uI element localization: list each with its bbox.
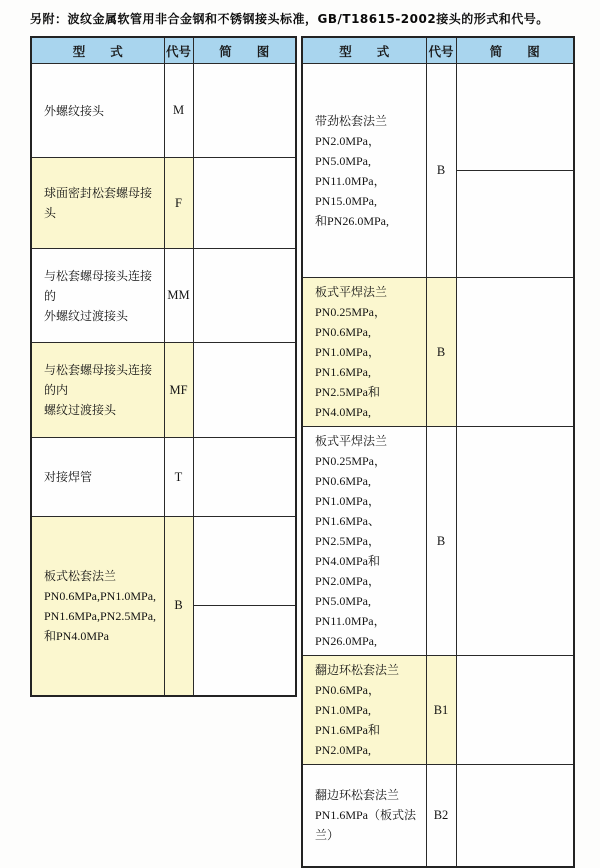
fitting-type-cell [31,64,164,158]
table-row [302,278,574,427]
fitting-type-line: 与松套螺母接头连接的内 [44,363,153,397]
fitting-diagram-cell [193,64,296,158]
table-row [302,765,574,867]
fitting-type-line: PN0.6MPa，PN1.0MPa, [315,683,381,717]
table-header-row [302,37,574,64]
diagram-subcell [194,605,296,606]
column-header-type: 型 式 [302,37,426,64]
fitting-type-cell [31,343,164,438]
fitting-type-line: PN2.0MPa，PN5.0MPa, [315,574,381,608]
fitting-type-line: 外螺纹接头 [44,103,105,118]
table-row [31,517,296,696]
fitting-code-cell: MF [164,343,193,438]
column-header-diagram: 简 图 [456,37,574,64]
fitting-type-line: PN1.0MPa，PN1.6MPa、 [315,494,381,528]
table-row [31,343,296,438]
fitting-code-cell: B2 [426,765,456,867]
fitting-type-cell [302,765,426,867]
fitting-diagram-cell [456,64,574,278]
fitting-code-cell: F [164,158,193,249]
table-row [31,158,296,249]
fitting-type-line: 翻边环松套法兰 [315,663,400,677]
fitting-diagram-cell [456,656,574,765]
fitting-code-cell: T [164,438,193,517]
fitting-diagram-cell [456,427,574,656]
page-title: 另附：波纹金属软管用非合金钢和不锈钢接头标准，GB/T18615-2002接头的形式和代号。 [30,12,549,26]
column-header-type: 型 式 [31,37,164,64]
fitting-code-cell: B [426,64,456,278]
fitting-code-cell: MM [164,249,193,343]
fitting-code-cell: B [426,278,456,427]
fitting-type-cell [302,278,426,427]
fitting-type-line: 板式平焊法兰 [315,434,388,448]
fitting-type-line: PN1.6MPa,PN2.5MPa, [44,608,157,623]
fitting-type-line: 与松套螺母接头连接的 [44,268,153,303]
fitting-diagram-cell [193,158,296,249]
fitting-code-cell: B [426,427,456,656]
fitting-type-cell [302,427,426,656]
fitting-diagram-cell [193,249,296,343]
diagram-subcell [457,170,574,171]
table-row [302,427,574,656]
table-row [31,249,296,343]
fitting-type-line: 翻边环松套法兰 [315,788,400,803]
fitting-type-line: PN2.0MPa，PN5.0MPa, [315,133,381,168]
fitting-code-cell: M [164,64,193,158]
fitting-type-line: PN0.25MPa，PN0.6MPa, [315,454,387,488]
fitting-table-left [30,36,297,697]
table-row [302,656,574,765]
fitting-type-line: PN2.5MPa和PN4.0MPa, [315,385,381,419]
fitting-type-line: PN1.6MPa（板式法兰） [315,808,417,843]
fitting-type-cell [31,517,164,696]
fitting-type-cell [302,64,426,278]
fitting-type-line: PN1.0MPa，PN1.6MPa, [315,345,381,379]
fitting-type-line: 球面密封松套螺母接头 [44,186,153,220]
diagram-stack [194,605,296,606]
fitting-type-cell [31,158,164,249]
fitting-diagram-cell [193,438,296,517]
table-header-row [31,37,296,64]
fitting-type-line: 和PN26.0MPa, [315,213,390,228]
fitting-code-cell: B1 [426,656,456,765]
fitting-type-cell [31,438,164,517]
fitting-type-line: PN2.5MPa，PN4.0MPa和 [315,534,381,568]
fitting-tables-container [30,36,575,868]
fitting-diagram-cell [456,765,574,867]
fitting-type-cell [302,656,426,765]
fitting-type-line: 对接焊管 [44,470,93,484]
fitting-type-line: PN11.0MPa，PN26.0MPa, [315,614,386,648]
fitting-type-line: PN1.6MPa和PN2.0MPa, [315,723,381,757]
table-row [31,438,296,517]
fitting-type-line: 带劲松套法兰 [315,113,388,128]
fitting-type-line: 和PN4.0MPa [44,628,110,643]
fitting-type-line: PN11.0MPa，PN15.0MPa, [315,173,386,208]
diagram-stack [457,170,574,171]
fitting-type-line: 板式平焊法兰 [315,285,388,299]
fitting-type-line: 板式松套法兰 [44,568,117,583]
column-header-diagram: 简 图 [193,37,296,64]
column-header-code: 代号 [164,37,193,64]
fitting-code-cell: B [164,517,193,696]
table-row [31,64,296,158]
fitting-type-cell [31,249,164,343]
fitting-type-line: PN0.6MPa,PN1.0MPa, [44,588,157,603]
fitting-table-right [301,36,575,868]
fitting-diagram-cell [193,343,296,438]
fitting-diagram-cell [193,517,296,696]
fitting-type-line: 外螺纹过渡接头 [44,308,129,323]
column-header-code: 代号 [426,37,456,64]
fitting-type-line: PN0.25MPa，PN0.6MPa, [315,305,387,339]
fitting-diagram-cell [456,278,574,427]
fitting-type-line: 螺纹过渡接头 [44,403,117,417]
table-row [302,64,574,278]
